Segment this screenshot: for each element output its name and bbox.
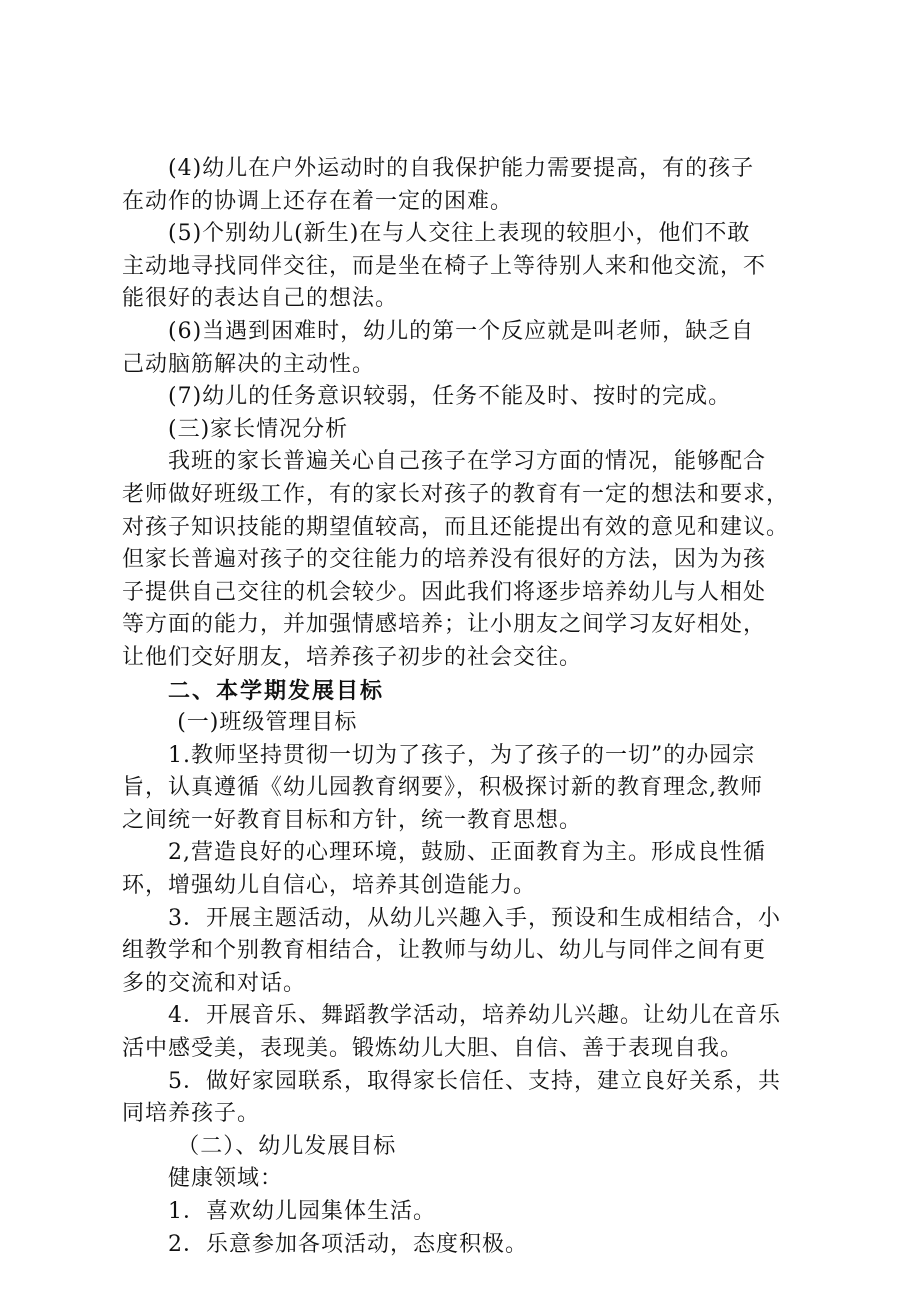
paragraph-line: 4．开展音乐、舞蹈教学活动，培养幼儿兴趣。让幼儿在音乐	[168, 1003, 781, 1029]
paragraph-line: 5．做好家园联系，取得家长信任、支持，建立良好关系，共	[168, 1068, 781, 1094]
paragraph-line: 老师做好班级工作，有的家长对孩子的教育有一定的想法和要求，	[122, 481, 790, 507]
paragraph-line: 2,营造良好的心理环境，鼓励、正面教育为主。形成良性循	[168, 840, 766, 866]
document-body	[0, 153, 920, 1261]
paragraph-line: 之间统一好教育目标和方针，统一教育思想。	[122, 807, 583, 833]
paragraph-line: （二）、幼儿发展目标	[177, 1133, 397, 1159]
paragraph-line: 我班的家长普遍关心自己孩子在学习方面的情况，能够配合	[168, 449, 767, 475]
paragraph-line: 3．开展主题活动，从幼儿兴趣入手，预设和生成相结合，小	[168, 905, 781, 931]
paragraph-line: (一)班级管理目标	[177, 710, 358, 736]
section-heading: 二、本学期发展目标	[168, 677, 385, 704]
paragraph-line: 活中感受美，表现美。锻炼幼儿大胆、自信、善于表现自我。	[122, 1036, 744, 1062]
paragraph-line: (5)个别幼儿(新生)在与人交往上表现的较胆小，他们不敢	[168, 221, 751, 247]
paragraph-line: 等方面的能力，并加强情感培养；让小朋友之间学习友好相处，	[122, 612, 767, 638]
paragraph-line: 多的交流和对话。	[122, 970, 307, 996]
paragraph-line: 对孩子知识技能的期望值较高，而且还能提出有效的意见和建议。	[122, 514, 790, 540]
paragraph-line: (4)幼儿在户外运动时的自我保护能力需要提高，有的孩子	[168, 156, 755, 181]
paragraph-line: 健康领域：	[168, 1166, 284, 1192]
paragraph-line: 同培养孩子。	[122, 1101, 261, 1127]
paragraph-line: (7)幼儿的任务意识较弱，任务不能及时、按时的完成。	[168, 384, 732, 410]
paragraph-line: 1．喜欢幼儿园集体生活。	[168, 1199, 436, 1224]
paragraph-line: 主动地寻找同伴交往，而是坐在椅子上等待别人来和他交流，不	[122, 253, 767, 279]
paragraph-line: 环，增强幼儿自信心，培养其创造能力。	[122, 873, 537, 899]
paragraph-line: 己动脑筋解决的主动性。	[122, 351, 376, 377]
paragraph-line: 但家长普遍对孩子的交往能力的培养没有很好的方法，因为为孩	[122, 547, 767, 573]
paragraph-line: 旨，认真遵循《幼儿园教育纲要》，积极探讨新的教育理念,教师	[122, 775, 763, 801]
paragraph-line: (6)当遇到困难时，幼儿的第一个反应就是叫老师，缺乏自	[168, 318, 755, 344]
paragraph-line: 子提供自己交往的机会较少。因此我们将逐步培养幼儿与人相处	[122, 579, 767, 605]
paragraph-line: 让他们交好朋友，培养孩子初步的社会交往。	[122, 644, 583, 670]
paragraph-line: 能很好的表达自己的想法。	[122, 286, 399, 312]
paragraph-line: 组教学和个别教育相结合，让教师与幼儿、幼儿与同伴之间有更	[122, 938, 767, 964]
paragraph-line: 1.教师坚持贯彻一切为了孩子，为了孩子的一切”的办园宗	[168, 742, 756, 768]
paragraph-line: (三)家长情况分析	[168, 416, 349, 442]
paragraph-line: 2．乐意参加各项活动，态度积极。	[168, 1231, 528, 1257]
paragraph-line: 在动作的协调上还存在着一定的困难。	[122, 188, 514, 214]
